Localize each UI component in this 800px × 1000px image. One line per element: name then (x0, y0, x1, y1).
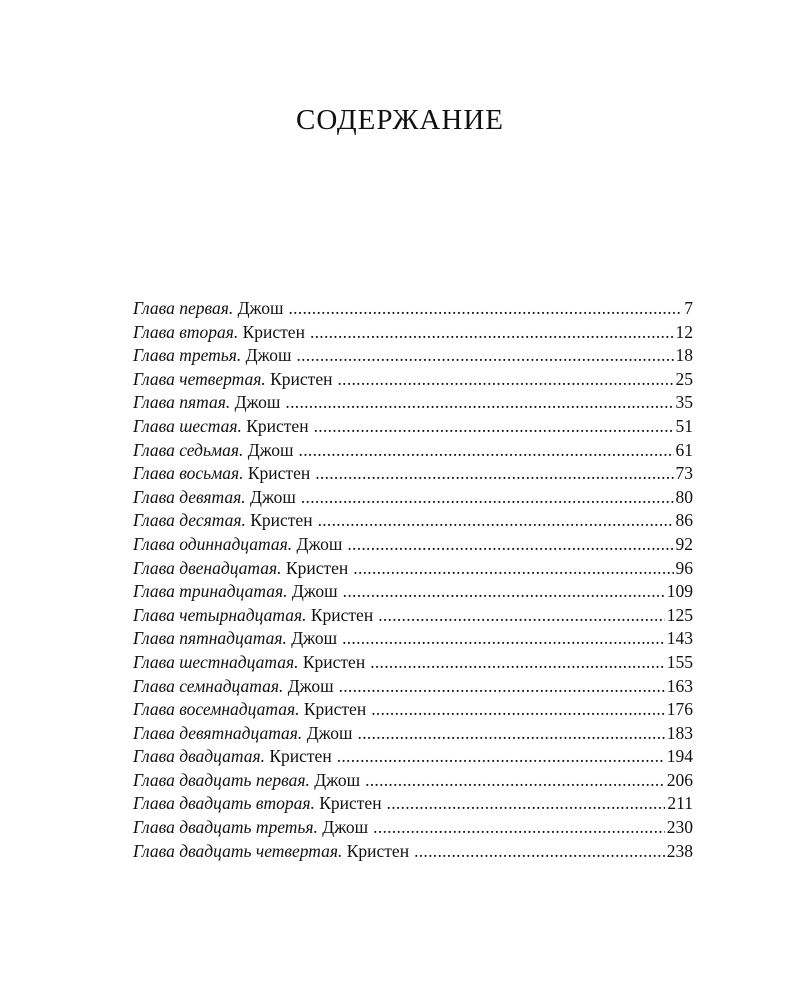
toc-narrator: Кристен (285, 557, 349, 578)
toc-page-number: 73 (675, 463, 693, 484)
toc-page-number: 183 (666, 722, 693, 743)
toc-dot-leader (288, 297, 682, 321)
toc-page-number: 12 (675, 321, 693, 342)
toc-narrator: Джош (306, 722, 353, 743)
toc-chapter-label: Глава тринадцатая. (133, 581, 288, 602)
toc-chapter-label: Глава девятнадцатая. (133, 722, 303, 743)
toc-narrator: Кристен (247, 463, 311, 484)
toc-chapter-label: Глава двадцать четвертая. (133, 840, 343, 861)
toc-dot-leader (337, 745, 665, 769)
toc-chapter-label: Глава семнадцатая. (133, 675, 284, 696)
toc-dot-leader (296, 344, 673, 368)
toc-dot-leader (314, 415, 674, 439)
toc-narrator: Джош (287, 675, 334, 696)
toc-page-number: 143 (666, 628, 693, 649)
toc-dot-leader (353, 557, 673, 581)
toc-page-number: 18 (675, 345, 693, 366)
toc-narrator: Кристен (302, 651, 366, 672)
toc-entry[interactable] (133, 840, 693, 864)
toc-chapter-label: Глава третья. (133, 345, 242, 366)
toc-entry[interactable] (133, 675, 693, 699)
toc-chapter-label: Глава шестнадцатая. (133, 651, 299, 672)
toc-chapter-label: Глава четырнадцатая. (133, 604, 307, 625)
toc-entry[interactable] (133, 368, 693, 392)
toc-narrator: Джош (247, 439, 294, 460)
page-title: СОДЕРЖАНИЕ (296, 104, 504, 136)
toc-chapter-label: Глава двадцать третья. (133, 817, 318, 838)
toc-narrator: Кристен (303, 699, 367, 720)
toc-narrator: Джош (250, 486, 296, 507)
toc-chapter-label: Глава четвертая. (133, 368, 266, 389)
toc-entry[interactable] (133, 580, 693, 604)
toc-dot-leader (373, 816, 665, 840)
toc-chapter-label: Глава двадцать первая. (133, 769, 310, 790)
toc-entry[interactable] (133, 651, 693, 675)
toc-dot-leader (315, 462, 673, 486)
toc-dot-leader (342, 627, 665, 651)
toc-dot-leader (310, 321, 674, 345)
toc-dot-leader (358, 722, 665, 746)
toc-narrator: Кристен (269, 746, 332, 767)
toc-entry[interactable] (133, 745, 693, 769)
toc-page-number: 96 (675, 557, 693, 578)
toc-chapter-label: Глава первая. (133, 298, 234, 318)
toc-page-number: 51 (675, 415, 693, 436)
toc-entry[interactable] (133, 604, 693, 628)
toc-page-number: 230 (666, 817, 693, 838)
toc-dot-leader (414, 840, 665, 864)
toc-entry[interactable] (133, 415, 693, 439)
toc-page-number: 7 (684, 298, 693, 318)
toc-narrator: Джош (245, 345, 292, 366)
toc-entry[interactable] (133, 557, 693, 581)
toc-entry[interactable] (133, 627, 693, 651)
toc-dot-leader (387, 792, 666, 816)
toc-dot-leader (301, 486, 674, 510)
toc-narrator: Джош (322, 817, 369, 838)
toc-page-number: 211 (667, 793, 693, 814)
toc-entry[interactable] (133, 792, 693, 816)
toc-chapter-label: Глава двенадцатая. (133, 557, 282, 578)
toc-page-number: 61 (675, 439, 693, 460)
toc-page-number: 206 (666, 769, 693, 790)
toc-dot-leader (343, 580, 665, 604)
toc-entry[interactable] (133, 816, 693, 840)
toc-chapter-label: Глава пятнадцатая. (133, 628, 287, 649)
toc-chapter-label: Глава двадцать вторая. (133, 793, 315, 814)
toc-entry[interactable] (133, 297, 693, 321)
toc-narrator: Кристен (250, 510, 313, 531)
toc-entry[interactable] (133, 321, 693, 345)
toc-dot-leader (339, 675, 665, 699)
toc-chapter-label: Глава девятая. (133, 486, 246, 507)
toc-entry[interactable] (133, 722, 693, 746)
toc-narrator: Джош (234, 392, 281, 413)
toc-chapter-label: Глава шестая. (133, 415, 242, 436)
toc-narrator: Джош (291, 628, 338, 649)
toc-chapter-label: Глава одиннадцатая. (133, 533, 293, 554)
toc-dot-leader (337, 368, 673, 392)
toc-dot-leader (378, 604, 665, 628)
toc-entry[interactable] (133, 486, 693, 510)
toc-page-number: 155 (666, 651, 693, 672)
toc-narrator: Кристен (246, 415, 309, 436)
toc-entry[interactable] (133, 769, 693, 793)
toc-chapter-label: Глава вторая. (133, 321, 239, 342)
toc-page-number: 238 (666, 840, 693, 861)
toc-entry[interactable] (133, 533, 693, 557)
toc-entry[interactable] (133, 439, 693, 463)
toc-dot-leader (299, 439, 674, 463)
toc-page-number: 125 (666, 604, 693, 625)
toc-narrator: Кристен (319, 793, 382, 814)
toc-entry[interactable] (133, 698, 693, 722)
toc-chapter-label: Глава восемнадцатая. (133, 699, 300, 720)
toc-page-number: 80 (675, 486, 693, 507)
toc-page-number: 35 (675, 392, 693, 413)
toc-dot-leader (285, 391, 673, 415)
toc-dot-leader (347, 533, 673, 557)
toc-narrator: Джош (314, 769, 361, 790)
toc-chapter-label: Глава пятая. (133, 392, 231, 413)
toc-narrator: Джош (291, 581, 338, 602)
table-of-contents (133, 297, 693, 863)
toc-page-number: 25 (675, 368, 693, 389)
toc-dot-leader (318, 509, 674, 533)
toc-page-number: 176 (666, 699, 693, 720)
toc-narrator: Кристен (346, 840, 410, 861)
toc-page-number: 86 (675, 510, 693, 531)
toc-dot-leader (371, 698, 665, 722)
toc-page-number: 109 (666, 581, 693, 602)
toc-dot-leader (370, 651, 665, 675)
toc-narrator: Кристен (270, 368, 333, 389)
toc-page-number: 194 (666, 746, 693, 767)
toc-entry[interactable] (133, 391, 693, 415)
toc-chapter-label: Глава седьмая. (133, 439, 244, 460)
toc-entry[interactable] (133, 462, 693, 486)
toc-dot-leader (365, 769, 665, 793)
toc-narrator: Кристен (242, 321, 305, 342)
toc-chapter-label: Глава двадцатая. (133, 746, 265, 767)
toc-entry[interactable] (133, 344, 693, 368)
toc-entry[interactable] (133, 509, 693, 533)
toc-narrator: Кристен (310, 604, 374, 625)
toc-chapter-label: Глава восьмая. (133, 463, 244, 484)
toc-page-number: 163 (666, 675, 693, 696)
toc-narrator: Джош (296, 533, 343, 554)
toc-page-number: 92 (675, 533, 693, 554)
toc-narrator: Джош (237, 298, 284, 318)
toc-chapter-label: Глава десятая. (133, 510, 246, 531)
